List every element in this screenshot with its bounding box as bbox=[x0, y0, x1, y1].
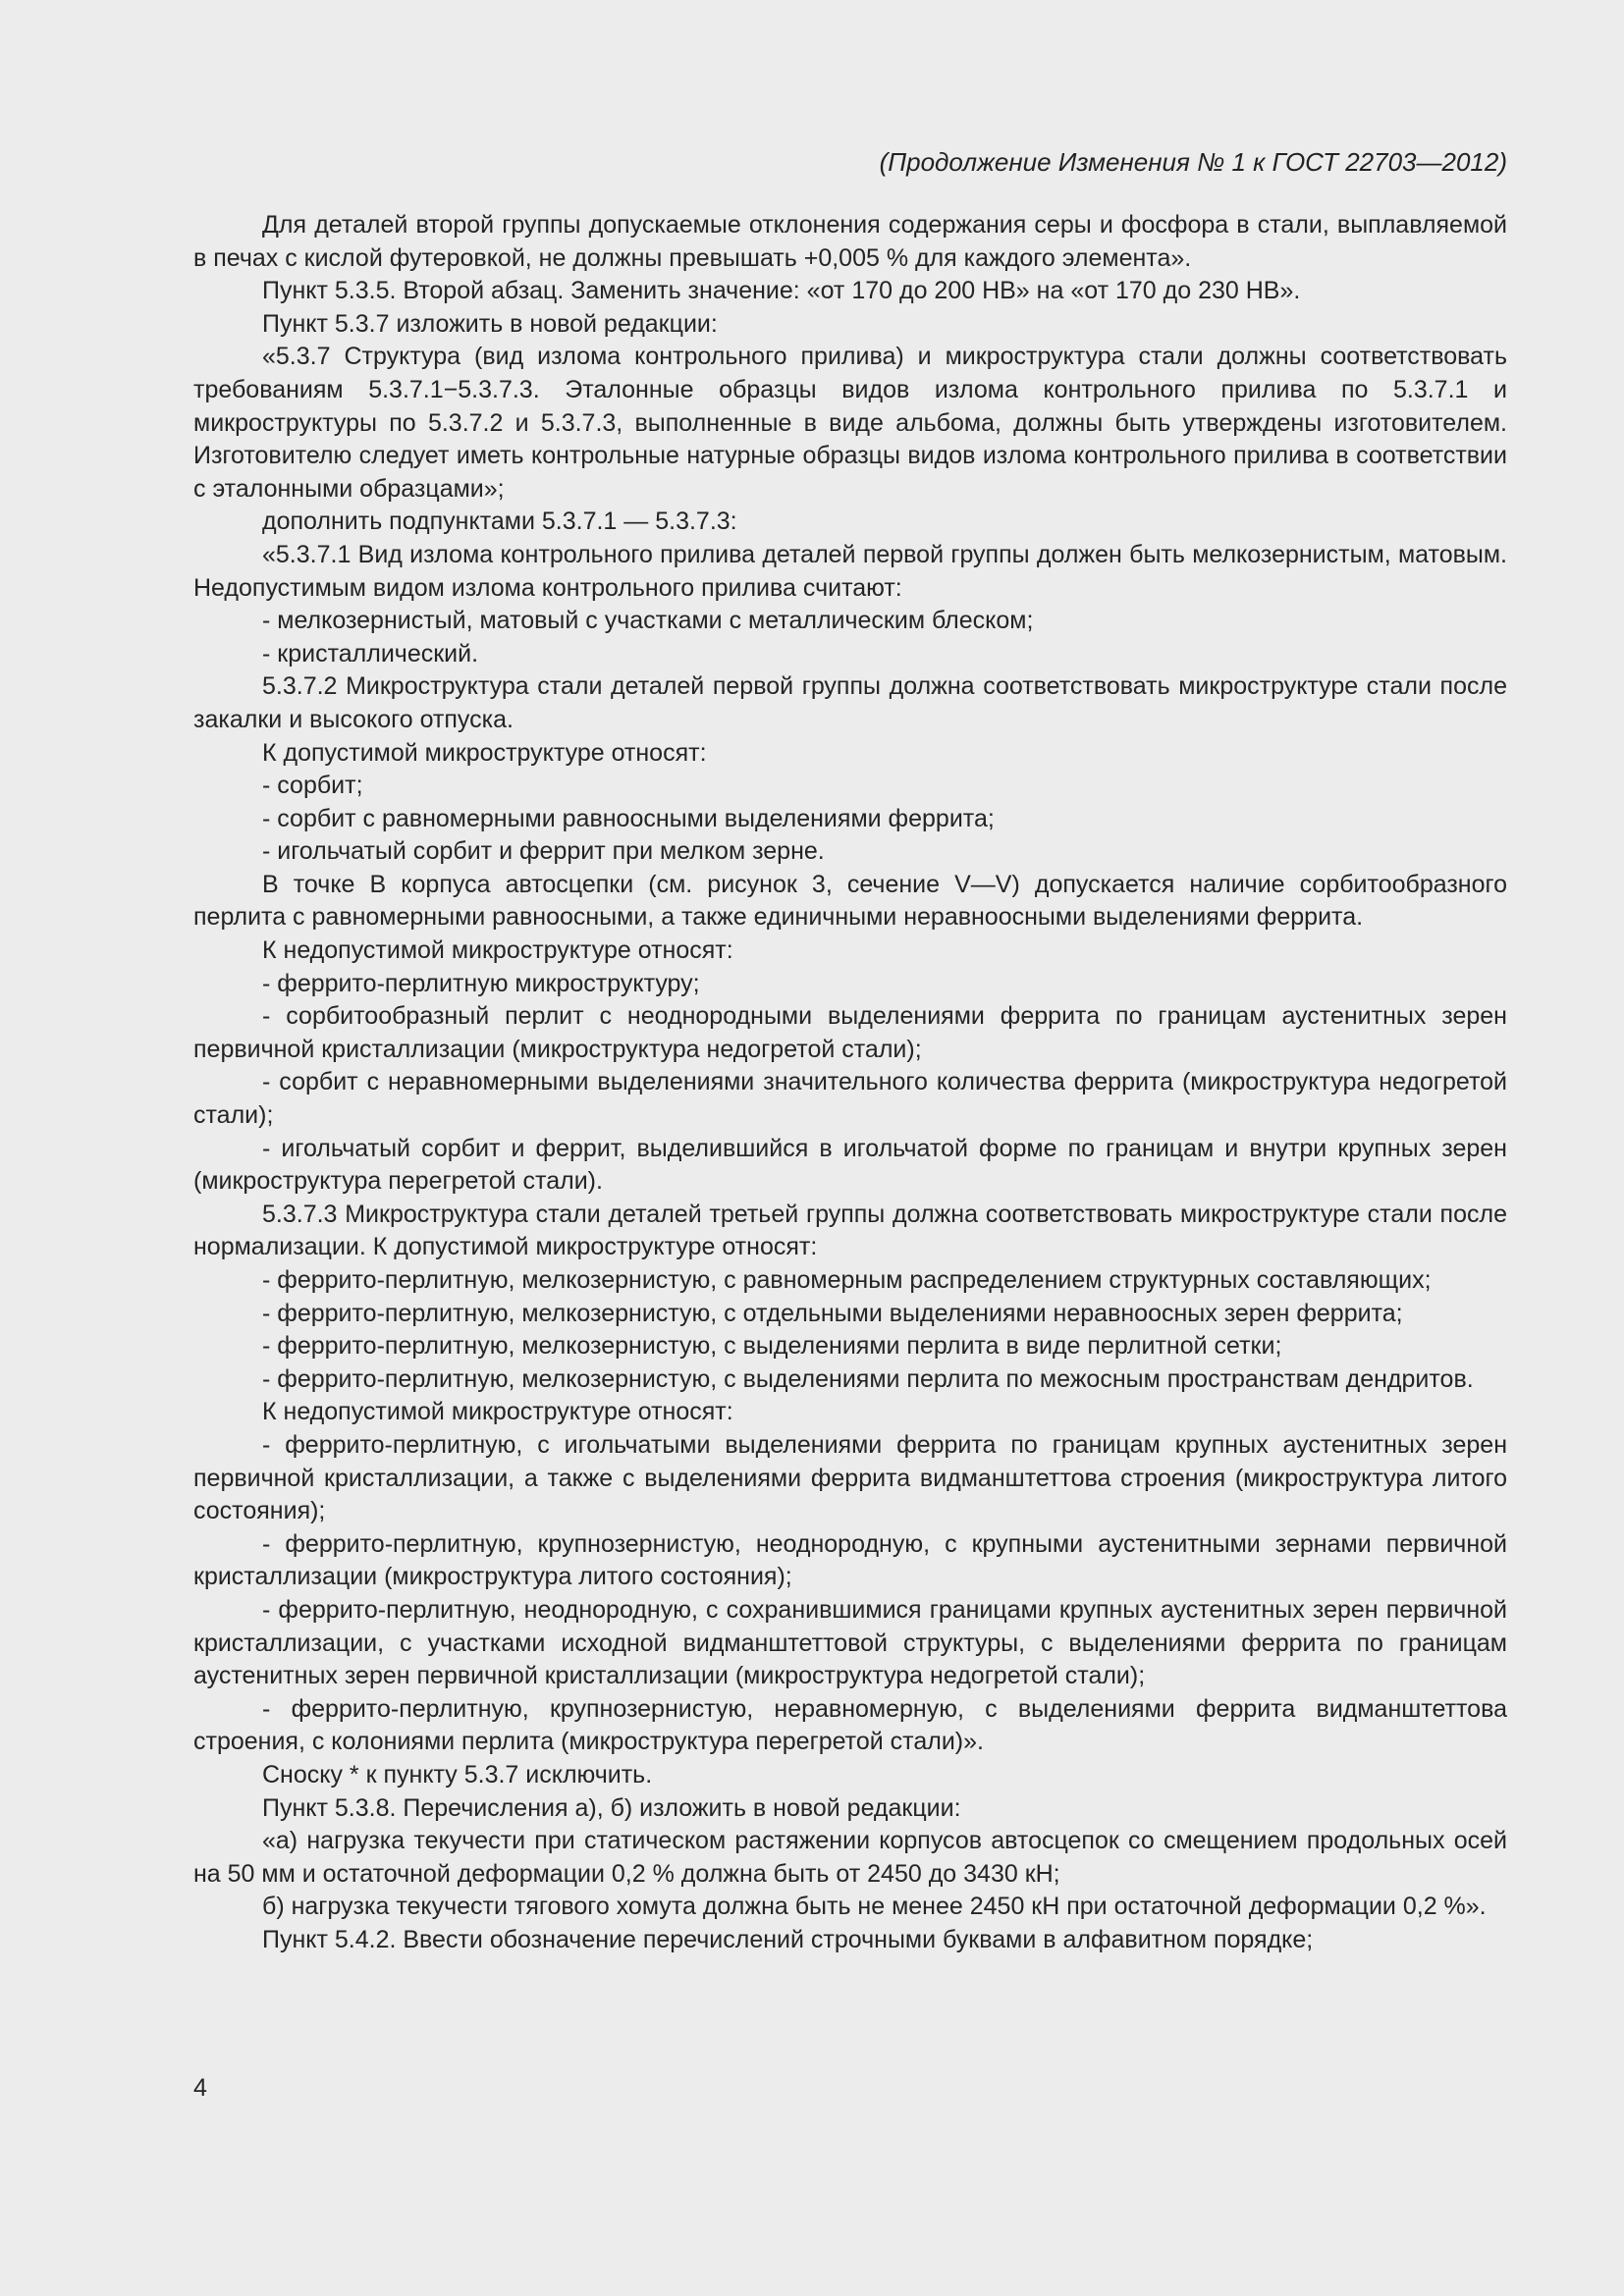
paragraph: Пункт 5.3.7 изложить в новой редакции: bbox=[262, 309, 718, 338]
list-item: - мелкозернистый, матовый с участками с металлическим блеском; bbox=[262, 607, 1034, 635]
list-item: - феррито-перлитную, мелкозернистую, с выделениями перлита в виде перлитной сетки; bbox=[262, 1332, 1282, 1361]
paragraph: «а) нагрузка текучести при статическом растяжении корпусов автосцепок со смещением продольных осей на 50 мм и остаточной деформации 0,2 % должна быть от 2450 до 3430 кН; bbox=[193, 1827, 1507, 1888]
paragraph: К недопустимой микроструктуре относят: bbox=[262, 936, 733, 965]
paragraph: К недопустимой микроструктуре относят: bbox=[262, 1398, 733, 1426]
list-item: - феррито-перлитную, крупнозернистую, неравномерную, с выделениями феррита видманштеттова строения, с колониями перлита (микроструктура перегретой стали)». bbox=[193, 1694, 1507, 1756]
list-item: - феррито-перлитную, мелкозернистую, с выделениями перлита по межосным пространствам дендритов. bbox=[262, 1364, 1474, 1393]
paragraph: Сноску * к пункту 5.3.7 исключить. bbox=[262, 1760, 653, 1789]
list-item: - феррито-перлитную, с игольчатыми выделениями феррита по границам крупных аустенитных зерен первичной кристаллизации, а также с выделениями феррита видманштеттова строения (микроструктура литого состояния); bbox=[193, 1430, 1507, 1525]
list-item: - сорбит с равномерными равноосными выделениями феррита; bbox=[262, 804, 995, 832]
list-item: - феррито-перлитную, мелкозернистую, с равномерным распределением структурных составляющих; bbox=[262, 1266, 1432, 1294]
list-item: - игольчатый сорбит и феррит, выделившийся в игольчатой форме по границам и внутри крупных зерен (микроструктура перегретой стали). bbox=[193, 1134, 1507, 1196]
page-header: (Продолжение Изменения № 1 к ГОСТ 22703—2012) bbox=[879, 147, 1507, 177]
paragraph: 5.3.7.3 Микроструктура стали деталей третьей группы должна соответствовать микроструктуре стали после нормализации. К допустимой микроструктуре относят: bbox=[193, 1200, 1507, 1261]
list-item: - сорбитообразный перлит с неоднородными выделениями феррита по границам аустенитных зерен первичной кристаллизации (микроструктура недогретой стали); bbox=[193, 1002, 1507, 1063]
list-item: - феррито-перлитную, крупнозернистую, неоднородную, с крупными аустенитными зернами первичной кристаллизации (микроструктура литого состояния); bbox=[193, 1529, 1507, 1591]
list-item: - феррито-перлитную микроструктуру; bbox=[262, 969, 700, 997]
list-item: - сорбит с неравномерными выделениями значительного количества феррита (микроструктура недогретой стали); bbox=[193, 1068, 1507, 1130]
list-item: - сорбит; bbox=[262, 772, 363, 800]
paragraph: дополнить подпунктами 5.3.7.1 — 5.3.7.3: bbox=[262, 507, 737, 536]
paragraph: Пункт 5.4.2. Ввести обозначение перечислений строчными буквами в алфавитном порядке; bbox=[262, 1925, 1314, 1953]
page-number: 4 bbox=[193, 2074, 207, 2102]
paragraph: Для деталей второй группы допускаемые отклонения содержания серы и фосфора в стали, выплавляемой в печах с кислой футеровкой, не должны превышать +0,005 % для каждого элемента». bbox=[193, 211, 1507, 272]
list-item: - феррито-перлитную, неоднородную, с сохранившимися границами крупных аустенитных зерен первичной кристаллизации, с участками исходной видманштеттовой структуры, с выделениями феррита по границам аустенитных зерен первичной кристаллизации (микроструктура недогретой стали); bbox=[193, 1595, 1507, 1690]
list-item: - кристаллический. bbox=[262, 639, 479, 667]
paragraph: «5.3.7.1 Вид излома контрольного прилива деталей первой группы должен быть мелкозернистым, матовым. Недопустимым видом излома контрольного прилива считают: bbox=[193, 540, 1507, 602]
list-item: - феррито-перлитную, мелкозернистую, с отдельными выделениями неравноосных зерен феррита; bbox=[262, 1299, 1403, 1327]
paragraph: Пункт 5.3.5. Второй абзац. Заменить значение: «от 170 до 200 НВ» на «от 170 до 230 НВ». bbox=[262, 277, 1301, 305]
paragraph: 5.3.7.2 Микроструктура стали деталей первой группы должна соответствовать микроструктуре стали после закалки и высокого отпуска. bbox=[193, 672, 1507, 733]
paragraph: б) нагрузка текучести тягового хомута должна быть не менее 2450 кН при остаточной деформации 0,2 %». bbox=[262, 1893, 1487, 1921]
document-body bbox=[193, 209, 1507, 1956]
paragraph: В точке В корпуса автосцепки (см. рисунок 3, сечение V—V) допускается наличие сорбитообразного перлита с равномерными равноосными, а также единичными неравноосными выделениями феррита. bbox=[193, 870, 1507, 932]
paragraph: Пункт 5.3.8. Перечисления а), б) изложить в новой редакции: bbox=[262, 1793, 961, 1822]
list-item: - игольчатый сорбит и феррит при мелком зерне. bbox=[262, 837, 825, 866]
paragraph: К допустимой микроструктуре относят: bbox=[262, 738, 707, 767]
paragraph: «5.3.7 Структура (вид излома контрольного прилива) и микроструктура стали должны соответствовать требованиям 5.3.7.1−5.3.7.3. Эталонные образцы видов излома контрольного прилива по 5.3.7.1 и микроструктуры по 5.3.7.2 и 5.3.7.3, выполненные в виде альбома, должны быть утверждены изготовителем. Изготовителю следует иметь контрольные натурные образцы видов излома контрольного прилива в соответствии с эталонными образцами»; bbox=[193, 343, 1507, 503]
